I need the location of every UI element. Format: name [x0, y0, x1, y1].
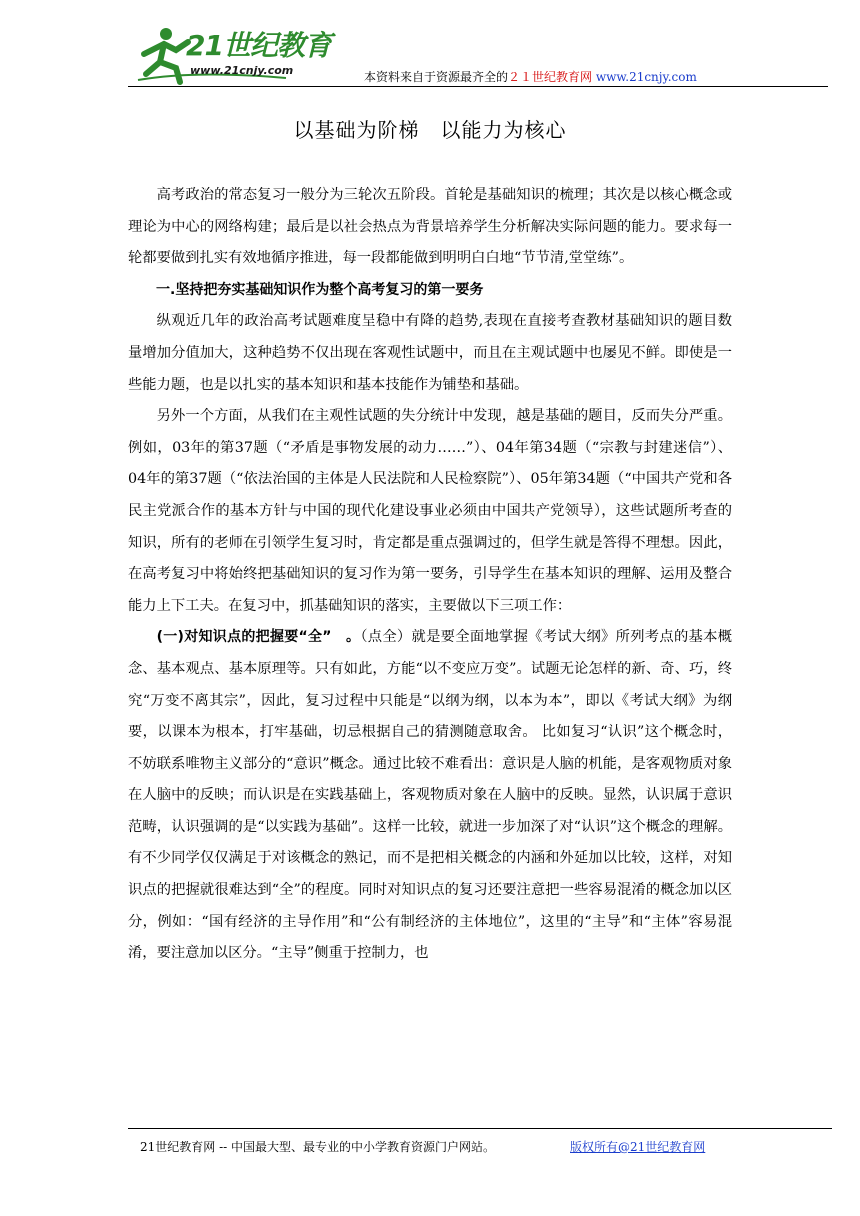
footer-site-description: 21世纪教育网 -- 中国最大型、最专业的中小学教育资源门户网站。: [140, 1140, 496, 1154]
header-divider: [128, 86, 828, 87]
paragraph-point-full-body: （点全）就是要全面地掌握《考试大纲》所列考点的基本概念、基本观点、基本原理等。只有如此，方能“以不变应万变”。试题无论怎样的新、奇、巧，终究“万变不离其宗”，因此，复习过程中只能是“以纲为纲，以本为本”，即以《考试大纲》为纲要，以课本为根本，打牢基础，切忌根据自己的猜测随意取舍。 比如复习“认识”这个概念时，不妨联系唯物主义部分的“意识”概念。通过比较不难看出：意识是人脑的机能，是客观物质对象在人脑中的反映；而认识是在实践基础上，客观物质对象在人脑中的反映。显然，认识属于意识范畴，认识强调的是“以实践为基础”。这样一比较，就进一步加深了对“认识”这个概念的理解。有不少同学仅仅满足于对该概念的熟记，而不是把相关概念的内涵和外延加以比较，这样，对知识点的把握就很难达到“全”的程度。同时对知识点的复习还要注意把一些容易混淆的概念加以区分，例如：“国有经济的主导作用”和“公有制经济的主体地位”，这里的“主导”和“主体”容易混淆，要注意加以区分。“主导”侧重于控制力，也: [128, 629, 732, 962]
page-title: 以基础为阶梯 以能力为核心: [293, 118, 567, 142]
section-heading-1: 一.坚持把夯实基础知识作为整个高考复习的第一要务: [156, 281, 484, 298]
document-body: [128, 180, 732, 970]
footer-divider: [128, 1128, 832, 1129]
header-source-line: [364, 68, 697, 85]
subheading-point-full: (一)对知识点的把握要“全” 。: [156, 629, 361, 646]
paragraph-intro: 高考政治的常态复习一般分为三轮次五阶段。首轮是基础知识的梳理；其次是以核心概念或理论为中心的网络构建；最后是以社会热点为背景培养学生分析解决实际问题的能力。要求每一轮都要做到扎实有效地循序推进，每一段都能做到明明白白地“节节清,堂堂练”。: [128, 187, 732, 267]
paragraph-trend: 纵观近几年的政治高考试题难度呈稳中有降的趋势,表现在直接考查教材基础知识的题目数量增加分值加大，这种趋势不仅出现在客观性试题中，而且在主观试题中也屡见不鲜。即使是一些能力题，也是以扎实的基本知识和基本技能作为铺垫和基础。: [128, 313, 732, 393]
page-header: [128, 18, 828, 88]
footer-copyright-link[interactable]: 版权所有@21世纪教育网: [570, 1140, 706, 1154]
logo-text: 21世纪教育: [186, 29, 331, 62]
paragraph-examples: 另外一个方面，从我们在主观性试题的失分统计中发现，越是基础的题目，反而失分严重。例如，03年的第37题（“矛盾是事物发展的动力……”）、04年第34题（“宗教与封建迷信”）、04年的第37题（“依法治国的主体是人民法院和人民检察院”）、05年第34题（“中国共产党和各民主党派合作的基本方针与中国的现代化建设事业必须由中国共产党领导），这些试题所考查的知识，所有的老师在引领学生复习时，肯定都是重点强调过的，但学生就是答得不理想。因此，在高考复习中将始终把基础知识的复习作为第一要务，引导学生在基本知识的理解、运用及整合能力上下工夫。在复习中，抓基础知识的落实，主要做以下三项工作：: [128, 408, 732, 614]
logo-url: www.21cnjy.com: [190, 64, 294, 77]
source-url-link[interactable]: www.21cnjy.com: [595, 70, 697, 84]
paragraph-point-full: [128, 622, 732, 970]
source-site-link[interactable]: ２１世纪教育网: [508, 70, 593, 84]
source-prefix: 本资料来自于资源最齐全的: [364, 70, 509, 84]
